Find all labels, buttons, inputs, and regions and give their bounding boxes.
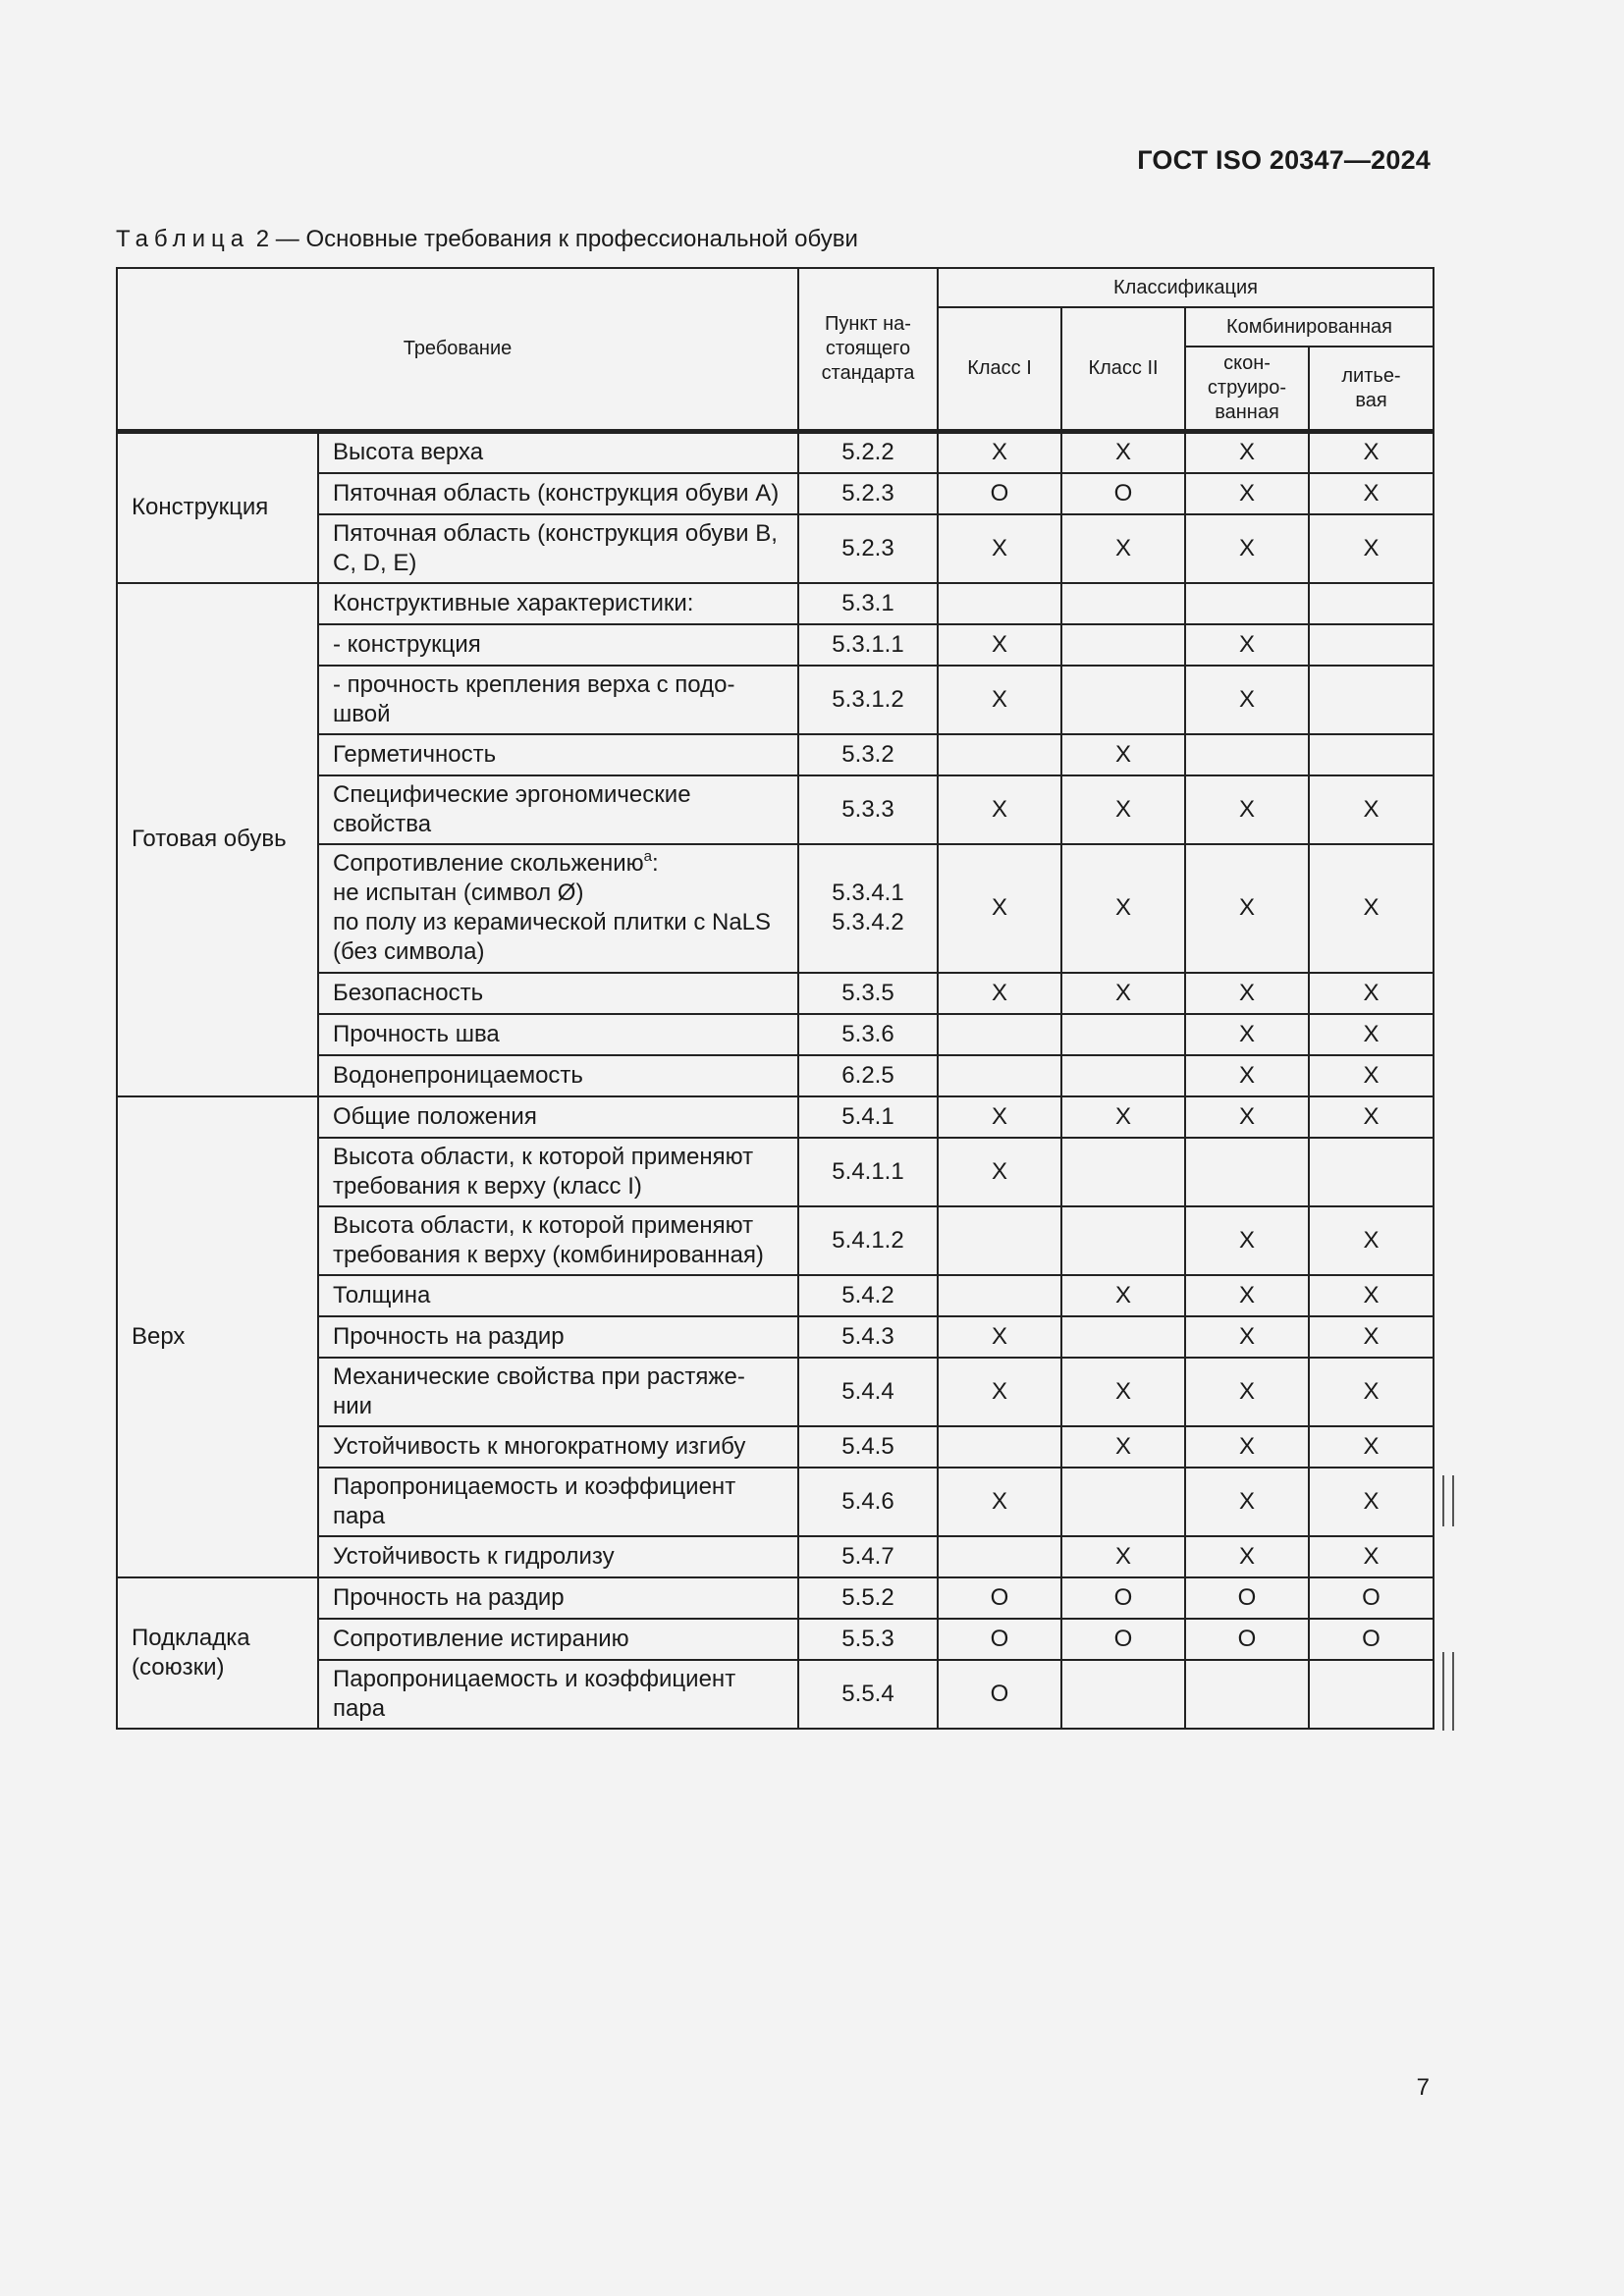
clause-cell: 5.5.3 bbox=[798, 1619, 938, 1660]
requirement-cell bbox=[318, 844, 798, 973]
classification-mark: O bbox=[1309, 1577, 1434, 1619]
table-caption bbox=[116, 226, 858, 253]
classification-mark: X bbox=[1185, 1014, 1309, 1055]
classification-mark: X bbox=[938, 775, 1061, 844]
classification-mark: X bbox=[1309, 1358, 1434, 1426]
classification-mark bbox=[1309, 1660, 1434, 1729]
classification-mark: X bbox=[1185, 1358, 1309, 1426]
classification-mark bbox=[938, 1206, 1061, 1275]
table-row bbox=[117, 1096, 1434, 1138]
requirement-cell: - конструкция bbox=[318, 624, 798, 666]
classification-mark: X bbox=[938, 666, 1061, 734]
clause-cell: 5.4.2 bbox=[798, 1275, 938, 1316]
group-name: Готовая обувь bbox=[117, 583, 318, 1096]
classification-mark: X bbox=[1185, 432, 1309, 473]
classification-mark: X bbox=[1185, 1096, 1309, 1138]
classification-mark: X bbox=[1309, 1536, 1434, 1577]
requirement-cell: Прочность на раздир bbox=[318, 1577, 798, 1619]
requirement-cell: Специфические эргономические свойства bbox=[318, 775, 798, 844]
classification-mark: X bbox=[938, 624, 1061, 666]
requirement-cell: Сопротивление истиранию bbox=[318, 1619, 798, 1660]
clause-cell: 5.4.1.1 bbox=[798, 1138, 938, 1206]
classification-mark bbox=[938, 1275, 1061, 1316]
classification-mark bbox=[1061, 666, 1185, 734]
classification-mark bbox=[1061, 1316, 1185, 1358]
classification-mark: X bbox=[1309, 1096, 1434, 1138]
requirement-cell: Безопасность bbox=[318, 973, 798, 1014]
requirements-table bbox=[116, 267, 1435, 1730]
classification-mark: X bbox=[1185, 844, 1309, 973]
clause-cell: 5.3.1.1 bbox=[798, 624, 938, 666]
classification-mark: O bbox=[938, 1577, 1061, 1619]
classification-mark: X bbox=[1061, 1426, 1185, 1468]
requirement-cell: Пяточная область (конструкция обуви A) bbox=[318, 473, 798, 514]
table-caption-label: Таблица bbox=[116, 226, 250, 252]
table-header bbox=[117, 268, 1434, 432]
classification-mark bbox=[1309, 624, 1434, 666]
footnote-mark: a bbox=[643, 848, 652, 865]
classification-mark: X bbox=[1185, 666, 1309, 734]
clause-cell: 6.2.5 bbox=[798, 1055, 938, 1096]
classification-mark: X bbox=[1061, 1096, 1185, 1138]
classification-mark: X bbox=[1309, 844, 1434, 973]
classification-mark bbox=[1185, 583, 1309, 624]
classification-mark: X bbox=[1185, 775, 1309, 844]
clause-cell: 5.4.1 bbox=[798, 1096, 938, 1138]
classification-mark: X bbox=[1309, 1055, 1434, 1096]
clause-cell: 5.5.4 bbox=[798, 1660, 938, 1729]
table-caption-text: 2 — Основные требования к профессиональной обуви bbox=[255, 226, 858, 252]
clause-cell: 5.3.1.2 bbox=[798, 666, 938, 734]
requirement-cell: Конструктивные характеристики: bbox=[318, 583, 798, 624]
classification-mark bbox=[1061, 1138, 1185, 1206]
clause-cell: 5.5.2 bbox=[798, 1577, 938, 1619]
classification-mark: O bbox=[938, 1660, 1061, 1729]
classification-mark: O bbox=[1061, 473, 1185, 514]
requirement-cell: Прочность на раздир bbox=[318, 1316, 798, 1358]
clause-cell: 5.4.4 bbox=[798, 1358, 938, 1426]
requirement-line: Сопротивление скольжению bbox=[333, 850, 644, 877]
classification-mark bbox=[1061, 1660, 1185, 1729]
classification-mark bbox=[938, 1426, 1061, 1468]
clause-cell: 5.3.3 bbox=[798, 775, 938, 844]
requirement-cell: Паропроницаемость и коэффициент пара bbox=[318, 1660, 798, 1729]
classification-mark bbox=[938, 1536, 1061, 1577]
classification-mark bbox=[1061, 583, 1185, 624]
classification-mark bbox=[1185, 1660, 1309, 1729]
classification-mark bbox=[938, 583, 1061, 624]
clause-cell: 5.2.3 bbox=[798, 514, 938, 583]
header-molded: литье- вая bbox=[1309, 347, 1434, 432]
classification-mark: X bbox=[1185, 1055, 1309, 1096]
clause-cell: 5.3.4.1 5.3.4.2 bbox=[798, 844, 938, 973]
requirement-cell: Высота области, к которой применяют требования к верху (класс I) bbox=[318, 1138, 798, 1206]
classification-mark bbox=[938, 734, 1061, 775]
requirement-cell: Прочность шва bbox=[318, 1014, 798, 1055]
requirement-cell: Пяточная область (конструкция обуви B, C, D, E) bbox=[318, 514, 798, 583]
classification-mark: X bbox=[1185, 1536, 1309, 1577]
classification-mark: X bbox=[938, 1468, 1061, 1536]
classification-mark: X bbox=[938, 1316, 1061, 1358]
requirement-cell: Высота верха bbox=[318, 432, 798, 473]
classification-mark bbox=[1185, 1138, 1309, 1206]
header-combined: Комбинированная bbox=[1185, 307, 1434, 347]
classification-mark: O bbox=[1185, 1577, 1309, 1619]
requirement-cell: Устойчивость к гидролизу bbox=[318, 1536, 798, 1577]
classification-mark: X bbox=[1309, 1316, 1434, 1358]
header-class2: Класс II bbox=[1061, 307, 1185, 432]
classification-mark bbox=[1309, 1138, 1434, 1206]
classification-mark: X bbox=[1061, 1358, 1185, 1426]
table-row bbox=[117, 432, 1434, 473]
clause-cell: 5.3.6 bbox=[798, 1014, 938, 1055]
table-body bbox=[117, 432, 1434, 1729]
clause-cell: 5.2.2 bbox=[798, 432, 938, 473]
classification-mark: X bbox=[1061, 432, 1185, 473]
requirement-cell: Общие положения bbox=[318, 1096, 798, 1138]
classification-mark: X bbox=[938, 1138, 1061, 1206]
table-row bbox=[117, 583, 1434, 624]
classification-mark: X bbox=[1185, 1468, 1309, 1536]
classification-mark: X bbox=[1309, 1014, 1434, 1055]
classification-mark: X bbox=[938, 1358, 1061, 1426]
classification-mark: X bbox=[1185, 1275, 1309, 1316]
clause-cell: 5.4.5 bbox=[798, 1426, 938, 1468]
classification-mark: X bbox=[1309, 1426, 1434, 1468]
classification-mark: X bbox=[1185, 1316, 1309, 1358]
group-name: Подкладка (союзки) bbox=[117, 1577, 318, 1729]
classification-mark: O bbox=[1061, 1619, 1185, 1660]
clause-cell: 5.4.7 bbox=[798, 1536, 938, 1577]
classification-mark bbox=[1061, 1206, 1185, 1275]
classification-mark: X bbox=[1061, 775, 1185, 844]
classification-mark: X bbox=[1061, 514, 1185, 583]
classification-mark: X bbox=[1309, 973, 1434, 1014]
requirement-cell: Высота области, к которой применяют требования к верху (комбинированная) bbox=[318, 1206, 798, 1275]
clause-cell: 5.3.5 bbox=[798, 973, 938, 1014]
classification-mark: X bbox=[1309, 514, 1434, 583]
classification-mark: X bbox=[1061, 734, 1185, 775]
requirement-cell: Устойчивость к многократному изгибу bbox=[318, 1426, 798, 1468]
requirement-cell: Механические свойства при растяже- нии bbox=[318, 1358, 798, 1426]
classification-mark: X bbox=[1185, 514, 1309, 583]
classification-mark bbox=[1061, 624, 1185, 666]
requirement-cell: Толщина bbox=[318, 1275, 798, 1316]
classification-mark: X bbox=[1309, 1275, 1434, 1316]
requirement-cell: Водонепроницаемость bbox=[318, 1055, 798, 1096]
requirement-cell: - прочность крепления верха с подо- швой bbox=[318, 666, 798, 734]
classification-mark bbox=[1309, 666, 1434, 734]
requirement-punct: : bbox=[651, 850, 659, 877]
classification-mark bbox=[1309, 734, 1434, 775]
page-number: 7 bbox=[1416, 2074, 1430, 2101]
classification-mark: X bbox=[1061, 844, 1185, 973]
header-class1: Класс I bbox=[938, 307, 1061, 432]
classification-mark: X bbox=[938, 1096, 1061, 1138]
classification-mark: X bbox=[1309, 1468, 1434, 1536]
classification-mark: X bbox=[938, 973, 1061, 1014]
classification-mark: X bbox=[938, 514, 1061, 583]
classification-mark: X bbox=[938, 844, 1061, 973]
clause-cell: 5.4.1.2 bbox=[798, 1206, 938, 1275]
classification-mark bbox=[1061, 1055, 1185, 1096]
classification-mark: O bbox=[938, 1619, 1061, 1660]
classification-mark: X bbox=[1061, 1275, 1185, 1316]
header-classification: Классификация bbox=[938, 268, 1434, 307]
requirement-cell: Герметичность bbox=[318, 734, 798, 775]
classification-mark bbox=[938, 1055, 1061, 1096]
classification-mark: X bbox=[1185, 473, 1309, 514]
classification-mark: O bbox=[938, 473, 1061, 514]
classification-mark bbox=[938, 1014, 1061, 1055]
classification-mark: X bbox=[1061, 1536, 1185, 1577]
header-requirement: Требование bbox=[117, 268, 798, 432]
classification-mark: X bbox=[1185, 973, 1309, 1014]
clause-cell: 5.3.2 bbox=[798, 734, 938, 775]
change-mark bbox=[1442, 1652, 1454, 1731]
group-name: Конструкция bbox=[117, 432, 318, 583]
classification-mark: O bbox=[1309, 1619, 1434, 1660]
classification-mark: X bbox=[1309, 473, 1434, 514]
classification-mark bbox=[1185, 734, 1309, 775]
header-clause: Пункт на- стоящего стандарта bbox=[798, 268, 938, 432]
classification-mark: O bbox=[1185, 1619, 1309, 1660]
classification-mark bbox=[1061, 1468, 1185, 1536]
document-code: ГОСТ ISO 20347—2024 bbox=[1137, 145, 1431, 175]
classification-mark bbox=[1061, 1014, 1185, 1055]
classification-mark: X bbox=[1185, 624, 1309, 666]
classification-mark: O bbox=[1061, 1577, 1185, 1619]
clause-cell: 5.3.1 bbox=[798, 583, 938, 624]
classification-mark bbox=[1309, 583, 1434, 624]
classification-mark: X bbox=[1309, 775, 1434, 844]
classification-mark: X bbox=[938, 432, 1061, 473]
requirement-details: не испытан (символ Ø) по полу из керамической плитки с NaLS (без символа) bbox=[333, 880, 772, 965]
classification-mark: X bbox=[1061, 973, 1185, 1014]
clause-cell: 5.4.3 bbox=[798, 1316, 938, 1358]
group-name: Верх bbox=[117, 1096, 318, 1577]
change-mark bbox=[1442, 1475, 1454, 1526]
clause-cell: 5.4.6 bbox=[798, 1468, 938, 1536]
classification-mark: X bbox=[1309, 1206, 1434, 1275]
classification-mark: X bbox=[1185, 1426, 1309, 1468]
classification-mark: X bbox=[1185, 1206, 1309, 1275]
classification-mark: X bbox=[1309, 432, 1434, 473]
clause-cell: 5.2.3 bbox=[798, 473, 938, 514]
requirement-cell: Паропроницаемость и коэффициент пара bbox=[318, 1468, 798, 1536]
table-row bbox=[117, 1577, 1434, 1619]
header-constructed: скон- струиро- ванная bbox=[1185, 347, 1309, 432]
